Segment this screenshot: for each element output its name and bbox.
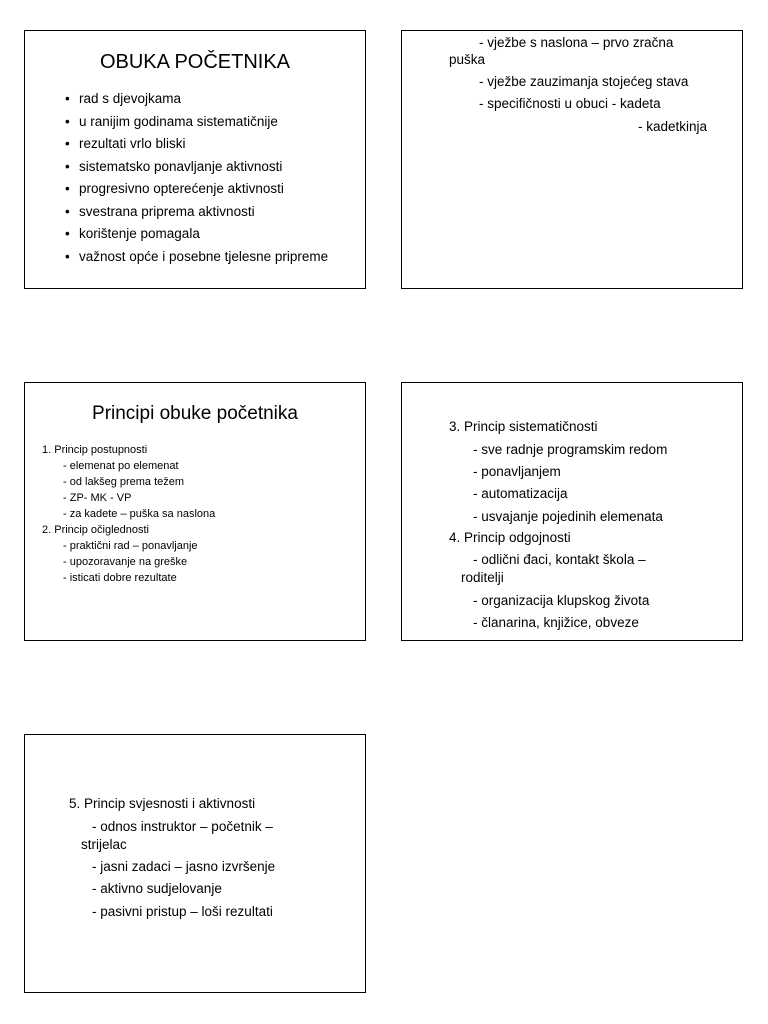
text-line: strijelac [81, 837, 127, 852]
text-line: - jasni zadaci – jasno izvršenje [92, 859, 276, 874]
bullet-item: • u ranijim godinama sistematičnije [65, 114, 355, 130]
principle-heading: 5. Princip svjesnosti i aktivnosti [69, 796, 256, 811]
text-line: - odnos instruktor – početnik – [92, 819, 273, 834]
text-line: - sve radnje programskim redom [473, 442, 668, 457]
bullet-item: • rad s djevojkama [65, 91, 355, 107]
bullet-list [65, 91, 355, 271]
text-line: - odlični đaci, kontakt škola – [473, 552, 646, 567]
text-line: - specifičnosti u obuci - kadeta [479, 96, 661, 111]
text-line: - ZP- MK - VP [63, 492, 132, 504]
text-line: - aktivno sudjelovanje [92, 881, 222, 896]
text-line: - članarina, knjižice, obveze [473, 615, 639, 630]
text-line: - vježbe s naslona – prvo zračna [479, 35, 674, 50]
slide-obuka-pocetnika [24, 30, 366, 289]
bullet-item: • korištenje pomagala [65, 226, 355, 242]
text-line: - pasivni pristup – loši rezultati [92, 904, 273, 919]
slide-principi-3-4 [401, 382, 743, 641]
text-line: - organizacija klupskog života [473, 593, 650, 608]
slide-princip-svjesnosti [24, 734, 366, 993]
text-line: - za kadete – puška sa naslona [63, 508, 216, 520]
text-line: - automatizacija [473, 486, 568, 501]
bullet-item: • svestrana priprema aktivnosti [65, 204, 355, 220]
bullet-item: • važnost opće i posebne tjelesne pripreme [65, 249, 355, 265]
slide-principi-obuke [24, 382, 366, 641]
slide-title: OBUKA POČETNIKA [99, 51, 291, 73]
text-line: - usvajanje pojedinih elemenata [473, 509, 663, 524]
slide-title: Principi obuke početnika [92, 403, 298, 424]
principle-heading: 3. Princip sistematičnosti [449, 419, 598, 434]
text-line: roditelji [461, 570, 504, 585]
principle-heading: 1. Princip postupnosti [42, 444, 148, 456]
text-line: - vježbe zauzimanja stojećeg stava [479, 74, 689, 89]
text-line: - elemenat po elemenat [63, 460, 179, 472]
principle-heading: 4. Princip odgojnosti [449, 530, 571, 545]
principle-heading: 2. Princip očiglednosti [42, 524, 150, 536]
slide-continuation [401, 30, 743, 289]
bullet-item: • rezultati vrlo bliski [65, 136, 355, 152]
text-line: - od lakšeg prema težem [63, 476, 185, 488]
text-line: - kadetkinja [638, 119, 708, 134]
text-line: - ponavljanjem [473, 464, 561, 479]
bullet-item: • progresivno opterećenje aktivnosti [65, 181, 355, 197]
bullet-item: • sistematsko ponavljanje aktivnosti [65, 159, 355, 175]
text-line: - upozoravanje na greške [63, 556, 188, 568]
text-line: puška [449, 52, 486, 67]
text-line: - praktični rad – ponavljanje [63, 540, 198, 552]
text-line: - isticati dobre rezultate [63, 572, 177, 584]
